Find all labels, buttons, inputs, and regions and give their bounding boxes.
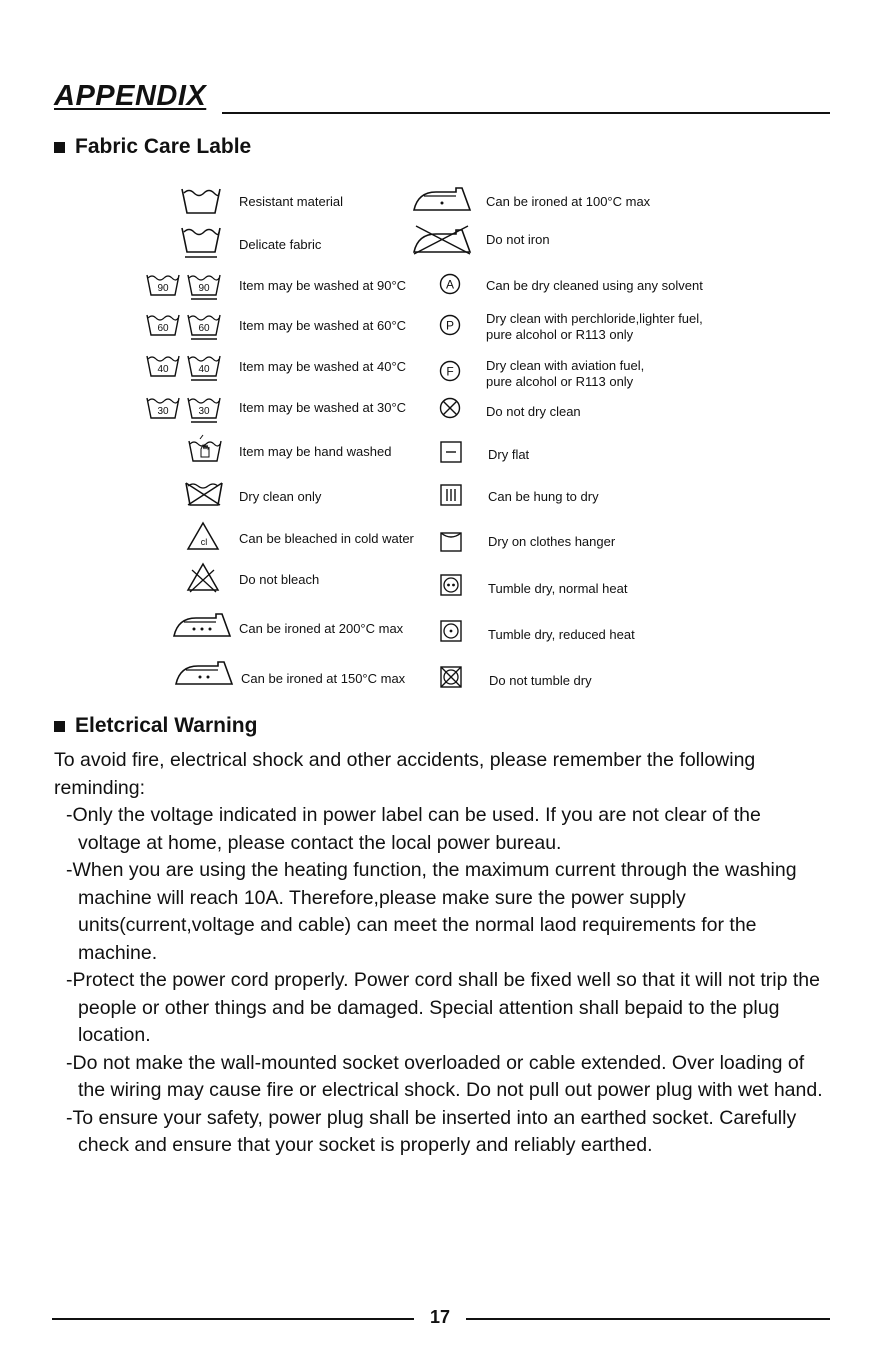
care-label: Item may be washed at 30°C bbox=[239, 400, 407, 415]
tub-icon bbox=[180, 187, 222, 215]
footer-rule-left bbox=[52, 1318, 414, 1320]
electrical-warning-heading bbox=[54, 714, 257, 738]
care-label: Resistant material bbox=[239, 194, 344, 209]
page-number: 17 bbox=[429, 1307, 451, 1327]
svg-text:A: A bbox=[445, 277, 455, 292]
svg-text:40: 40 bbox=[198, 364, 210, 375]
tub-60-delicate-icon bbox=[186, 313, 222, 341]
care-label: Tumble dry, reduced heat bbox=[488, 627, 635, 642]
svg-text:60: 60 bbox=[157, 323, 169, 334]
tumble-normal-icon bbox=[440, 574, 462, 596]
care-label: Do not bleach bbox=[239, 572, 320, 587]
care-label: Can be hung to dry bbox=[488, 489, 599, 504]
electrical-intro: To avoid fire, electrical shock and other accidents, please remember the following reminding: bbox=[54, 749, 756, 799]
tumble-reduced-icon bbox=[440, 620, 462, 642]
square-bullet-icon bbox=[54, 142, 65, 153]
svg-text:60: 60 bbox=[198, 323, 210, 334]
footer-rule-right bbox=[466, 1318, 830, 1320]
no-tumble-icon bbox=[440, 666, 462, 688]
care-label: pure alcohol or R113 only bbox=[486, 374, 634, 389]
hanger-dry-icon bbox=[440, 530, 462, 552]
svg-text:P: P bbox=[445, 318, 455, 333]
care-label: Dry clean with perchloride,lighter fuel, bbox=[486, 311, 703, 326]
warning-item: -Do not make the wall-mounted socket overloaded or cable extended. Over loading of the wiring may cause fire or electrical shock. Do not pull out power plug with wet hand. bbox=[66, 1051, 823, 1101]
care-label: Can be dry cleaned using any solvent bbox=[486, 278, 703, 293]
care-label: Delicate fabric bbox=[239, 237, 322, 252]
svg-text:40: 40 bbox=[157, 364, 169, 375]
care-label: Can be ironed at 150°C max bbox=[241, 671, 406, 686]
care-label: Can be ironed at 200°C max bbox=[239, 621, 404, 636]
care-label: Item may be washed at 60°C bbox=[239, 318, 407, 333]
svg-text:F: F bbox=[446, 364, 454, 379]
square-bullet-icon bbox=[54, 721, 65, 732]
warning-item: -Protect the power cord properly. Power cord shall be fixed well so that it will not trip the people or other things and be damaged. Special attention shall bepaid to the plug location. bbox=[66, 969, 820, 1046]
appendix-title: APPENDIX bbox=[54, 80, 207, 112]
care-label: Tumble dry, normal heat bbox=[488, 581, 628, 596]
svg-text:30: 30 bbox=[198, 406, 210, 417]
care-label: Dry clean only bbox=[239, 489, 322, 504]
hang-dry-icon bbox=[440, 484, 462, 506]
care-label: Do not dry clean bbox=[486, 404, 581, 419]
dry-clean-f-icon bbox=[439, 360, 461, 382]
care-label: Dry flat bbox=[488, 447, 530, 462]
fabric-care-heading bbox=[54, 135, 251, 159]
care-label: pure alcohol or R113 only bbox=[486, 327, 634, 342]
iron-3-dots-icon bbox=[172, 612, 232, 638]
tub-underline-icon bbox=[180, 226, 222, 260]
iron-2-dots-icon bbox=[174, 660, 234, 686]
warning-item: -To ensure your safety, power plug shall be inserted into an earthed socket. Carefully check and ensure that your socket is properly and reliably earthed. bbox=[66, 1106, 797, 1156]
warning-item: -When you are using the heating function, the maximum current through the washing machine will reach 10A. Therefore,please make sure the power supply units(current,voltage and cable) can meet the normal laod requirements for the machine. bbox=[66, 859, 797, 964]
care-label: Item may be washed at 40°C bbox=[239, 359, 407, 374]
tub-40-delicate-icon bbox=[186, 354, 222, 382]
title-rule bbox=[222, 112, 830, 114]
tub-60-icon bbox=[145, 313, 181, 339]
electrical-warning-heading-text: Eletcrical Warning bbox=[75, 714, 258, 737]
fabric-care-heading-text: Fabric Care Lable bbox=[75, 135, 252, 158]
bleach-cl-icon bbox=[186, 521, 220, 551]
care-label: Dry clean with aviation fuel, bbox=[486, 358, 645, 373]
tub-40-icon bbox=[145, 354, 181, 380]
iron-1-dot-icon bbox=[412, 186, 472, 212]
tub-90-icon bbox=[145, 273, 181, 299]
no-iron-icon bbox=[412, 222, 472, 254]
tub-90-delicate-icon bbox=[186, 273, 222, 301]
care-label: Do not iron bbox=[486, 232, 550, 247]
care-label: Item may be washed at 90°C bbox=[239, 278, 407, 293]
no-dry-clean-icon bbox=[439, 397, 461, 419]
no-bleach-icon bbox=[186, 562, 220, 592]
svg-text:90: 90 bbox=[157, 283, 169, 294]
care-label: Do not tumble dry bbox=[489, 673, 592, 688]
svg-text:30: 30 bbox=[157, 406, 169, 417]
electrical-warning-body bbox=[54, 747, 824, 1160]
dry-clean-only-icon bbox=[184, 481, 224, 509]
care-label: Can be ironed at 100°C max bbox=[486, 194, 651, 209]
care-label: Item may be hand washed bbox=[239, 444, 392, 459]
hand-wash-icon bbox=[187, 435, 223, 465]
tub-30-icon bbox=[145, 396, 181, 422]
svg-text:90: 90 bbox=[198, 283, 210, 294]
dry-flat-icon bbox=[440, 441, 462, 463]
warning-item: -Only the voltage indicated in power label can be used. If you are not clear of the voltage at home, please contact the local power bureau. bbox=[66, 804, 761, 854]
care-label: Can be bleached in cold water bbox=[239, 531, 414, 546]
svg-text:cl: cl bbox=[200, 537, 208, 547]
care-label: Dry on clothes hanger bbox=[488, 534, 616, 549]
dry-clean-a-icon bbox=[439, 273, 461, 295]
dry-clean-p-icon bbox=[439, 314, 461, 336]
tub-30-delicate-icon bbox=[186, 396, 222, 424]
